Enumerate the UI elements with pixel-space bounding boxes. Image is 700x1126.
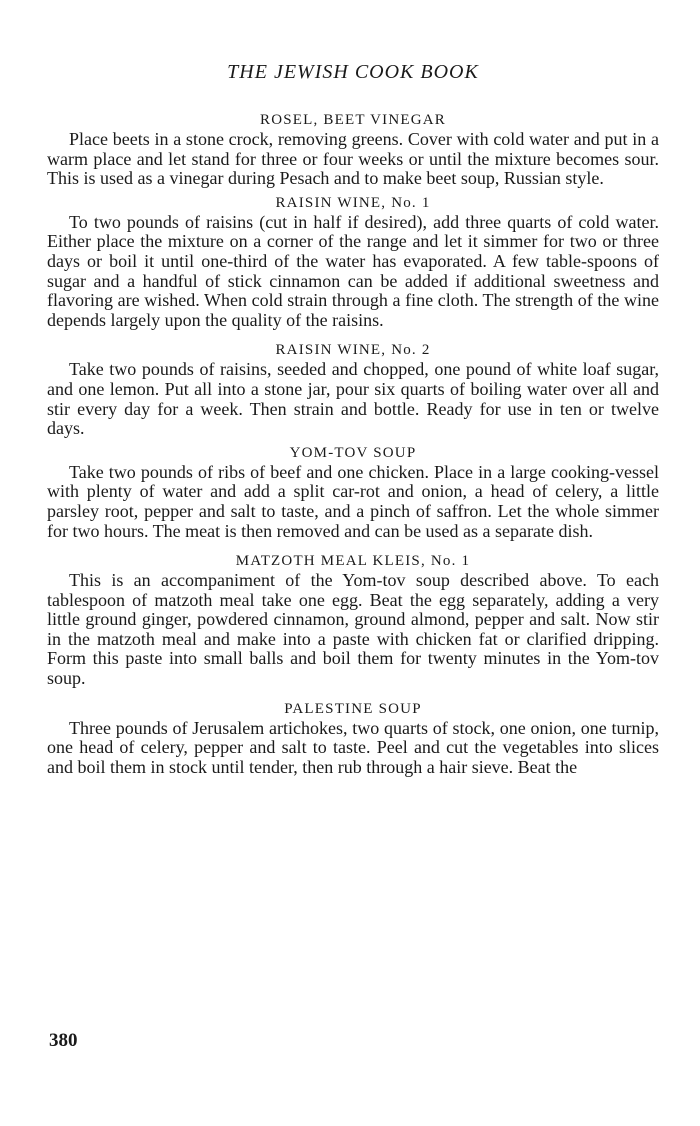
recipe-raisin-wine-1	[47, 193, 659, 331]
recipe-title: ROSEL, BEET VINEGAR	[260, 112, 446, 128]
recipe-title: YOM-TOV SOUP	[289, 444, 417, 461]
recipe-body: Take two pounds of raisins, seeded and chopped, one pound of white loaf sugar, and one lemon. Put all into a stone jar, pour six quarts of boiling water over all and stir every day for a week. Then strain and bottle. Ready for use in ten or twelve days.	[47, 359, 659, 439]
recipe-body: Place beets in a stone crock, removing greens. Cover with cold water and put in a warm place and let stand for three or four weeks or until the mixture becomes sour. This is used as a vinegar during Pesach and to make beet soup, Russian style.	[47, 129, 659, 189]
recipe-body: Three pounds of Jerusalem artichokes, two quarts of stock, one onion, one turnip, one head of celery, pepper and salt to taste. Peel and cut the vegetables into slices and boil them in stock until tender, then rub through a hair sieve. Beat the	[47, 717, 659, 777]
recipe-body: To two pounds of raisins (cut in half if desired), add three quarts of cold water. Either place the mixture on a corner of the range and let it simmer for two or three days or boil it until one-third of the water has evaporated. A few table-spoons of sugar and a handful of stick cinnamon can be added if additional sweetness and flavoring are wished. When cold strain through a fine cloth. The strength of the wine depends largely upon the quality of the raisins.	[47, 211, 659, 330]
recipe-matzoth-meal-kleis	[47, 551, 659, 689]
recipe-palestine-soup	[47, 699, 659, 778]
page-number: 380	[49, 1030, 78, 1051]
recipe-title: PALESTINE SOUP	[284, 700, 422, 717]
book-page	[47, 58, 659, 781]
recipe-body: Take two pounds of ribs of beef and one chicken. Place in a large cooking-vessel with plenty of water and add a split car-rot and onion, a head of celery, a little parsley root, pepper and salt to taste, and a pinch of saffron. Let the whole simmer for two hours. The meat is then removed and can be used as a separate dish.	[47, 461, 659, 541]
recipe-raisin-wine-2	[47, 340, 659, 438]
running-head: THE JEWISH COOK BOOK	[227, 61, 479, 83]
recipe-title: MATZOTH MEAL KLEIS, No. 1	[235, 553, 471, 570]
recipe-rosel	[47, 110, 659, 189]
recipe-title: RAISIN WINE, No. 1	[275, 194, 431, 211]
recipe-yom-tov-soup	[47, 443, 659, 541]
recipe-body: This is an accompaniment of the Yom-tov soup described above. To each tablespoon of matzoth meal take one egg. Beat the egg separately, adding a very little ground ginger, powdered cinnamon, ground almond, pepper and salt. Now stir in the matzoth meal and make into a paste with chicken fat or clarified dripping. Form this paste into small balls and boil them for twenty minutes in the Yom-tov soup.	[47, 570, 659, 689]
recipe-title: RAISIN WINE, No. 2	[275, 342, 431, 359]
